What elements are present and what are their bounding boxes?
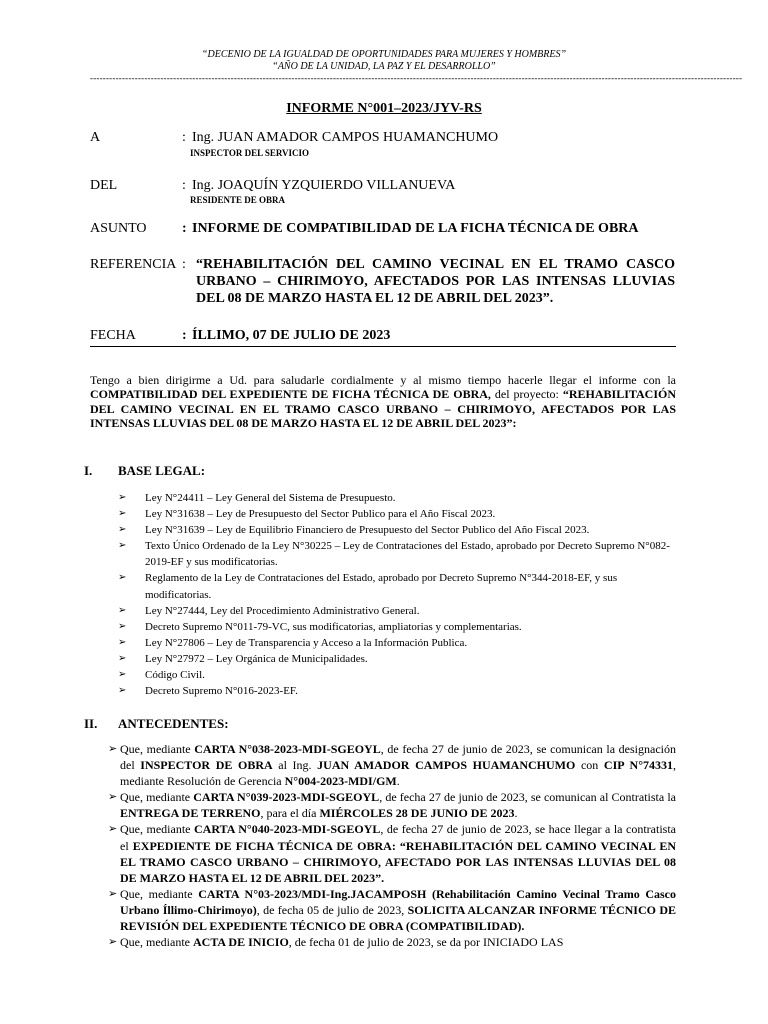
to-label: A — [90, 130, 101, 145]
list-item: ➢ Ley N°27806 – Ley de Transparencia y Acceso a la Información Publica. — [118, 635, 678, 651]
list-item: ➢ Código Civil. — [118, 667, 678, 683]
arrow-bullet-icon: ➢ — [118, 492, 127, 503]
list-item: ➢ Que, mediante CARTA N°039-2023-MDI-SGEOYL, de fecha 27 de junio de 2023, se comunican al Contratista la ENTREGA DE TERRENO, para el día MIÉRCOLES 28 DE JUNIO DE 2023. — [108, 790, 676, 821]
reference-colon: : — [182, 257, 186, 272]
from-colon: : — [182, 178, 186, 193]
arrow-bullet-icon: ➢ — [118, 524, 127, 536]
section-2-title: ANTECEDENTES: — [118, 716, 229, 731]
list-item: ➢ Que, mediante CARTA N°040-2023-MDI-SGEOYL, de fecha 27 de junio de 2023, se hace llegar a la contratista el EXPEDIENTE DE FICHA TÉCNICA DE OBRA: “REHABILITACIÓN DEL CAMINO VECINAL EN EL TRAMO CASCO URBANO – CHIRIMOYO, AFECTADO POR LAS INTENSAS LLUVIAS DEL 08 DE MARZO HASTA EL 12 DE ABRIL DEL 2023”. — [108, 822, 676, 885]
reference-value: “REHABILITACIÓN DEL CAMINO VECINAL EN EL TRAMO CASCO URBANO – CHIRIMOYO, AFECTADOS POR LAS INTENSAS LLUVIAS DEL 08 DE MARZO HASTA EL 12 DE ABRIL DEL 2023”. — [196, 257, 675, 306]
arrow-bullet-icon: ➢ — [108, 823, 118, 836]
background-list — [108, 741, 676, 950]
arrow-bullet-icon: ➢ — [118, 604, 127, 616]
legal-basis-list — [118, 490, 678, 699]
subject-colon: : — [182, 221, 187, 236]
intro-paragraph — [90, 373, 676, 431]
arrow-bullet-icon: ➢ — [118, 636, 127, 648]
report-title: INFORME N°001–2023/JYV-RS — [286, 101, 482, 116]
list-item: ➢ Ley N°24411 – Ley General del Sistema de Presupuesto. — [118, 490, 678, 506]
subject-value: INFORME DE COMPATIBILIDAD DE LA FICHA TÉCNICA DE OBRA — [192, 221, 639, 236]
from-label: DEL — [90, 178, 118, 193]
from-role: RESIDENTE DE OBRA — [190, 195, 286, 205]
section-2-number: II. — [84, 716, 98, 731]
arrow-bullet-icon: ➢ — [118, 620, 127, 632]
year-motto: “AÑO DE LA UNIDAD, LA PAZ Y EL DESARROLLO” — [272, 61, 496, 72]
reference-label: REFERENCIA — [90, 257, 177, 272]
to-colon: : — [182, 130, 186, 145]
date-colon: : — [182, 328, 187, 343]
list-item: ➢ Ley N°31638 – Ley de Presupuesto del Sector Publico para el Año Fiscal 2023. — [118, 506, 678, 522]
arrow-bullet-icon: ➢ — [108, 887, 118, 900]
intro-bold-2: “REHABILITACIÓN DEL CAMINO VECINAL EN EL TRAMO CASCO URBANO – CHIRIMOYO, AFECTADOS POR LAS INTENSAS LLUVIAS DEL 08 DE MARZO HASTA EL 12 DE ABRIL DEL 2023”: — [90, 387, 676, 431]
date-label: FECHA — [90, 328, 136, 343]
arrow-bullet-icon: ➢ — [118, 685, 127, 697]
list-item: ➢ Reglamento de la Ley de Contrataciones del Estado, aprobado por Decreto Supremo N°344-2018-EF, y sus modificatorias. — [118, 572, 618, 601]
list-item: ➢ Que, mediante CARTA N°038-2023-MDI-SGEOYL, de fecha 27 de junio de 2023, se comunican la designación del INSPECTOR DE OBRA al Ing. JUAN AMADOR CAMPOS HUAMANCHUMO con CIP N°74331, mediante Resolución de Gerencia N°004-2023-MDI/GM. — [108, 742, 677, 789]
arrow-bullet-icon: ➢ — [118, 652, 127, 664]
list-item: ➢ Que, mediante CARTA N°03-2023/MDI-Ing.JACAMPOSH (Rehabilitación Camino Vecinal Tramo Casco Urbano Íllimo-Chirimoyo), de fecha 05 de julio de 2023, SOLICITA ALCANZAR INFORME TÉCNICO DE REVISIÓN DEL EXPEDIENTE TÉCNICO DE OBRA (COMPATIBILIDAD). — [108, 886, 676, 934]
header-divider — [90, 346, 676, 347]
decade-motto: “DECENIO DE LA IGUALDAD DE OPORTUNIDADES PARA MUJERES Y HOMBRES” — [201, 49, 567, 60]
arrow-bullet-icon: ➢ — [118, 540, 127, 552]
list-item: ➢ Que, mediante ACTA DE INICIO, de fecha 01 de julio de 2023, se da por INICIADO LAS — [108, 935, 564, 950]
arrow-bullet-icon: ➢ — [108, 743, 118, 755]
date-value: ÍLLIMO, 07 DE JULIO DE 2023 — [192, 328, 391, 343]
arrow-bullet-icon: ➢ — [108, 791, 118, 804]
intro-text-1: Tengo a bien dirigirme a Ud. para saludarle cordialmente y al mismo tiempo hacerle llegar el informe con la — [90, 373, 676, 387]
arrow-bullet-icon: ➢ — [118, 572, 127, 584]
list-item: ➢ Decreto Supremo N°011-79-VC, sus modificatorias, ampliatorias y complementarias. — [118, 619, 678, 635]
list-item: ➢ Ley N°27444, Ley del Procedimiento Administrativo General. — [118, 603, 678, 619]
arrow-bullet-icon: ➢ — [118, 508, 127, 520]
list-item: ➢ Ley N°31639 – Ley de Equilibrio Financiero de Presupuesto del Sector Publico del Año Fiscal 2023. — [118, 522, 678, 538]
section-1-title: BASE LEGAL: — [118, 463, 206, 478]
list-item: ➢ Texto Único Ordenado de la Ley N°30225 – Ley de Contrataciones del Estado, aprobado por Decreto Supremo N°082-2019-EF y sus modificatorias. — [118, 540, 670, 569]
arrow-bullet-icon: ➢ — [118, 669, 127, 681]
list-item: ➢ Ley N°27972 – Ley Orgánica de Municipalidades. — [118, 651, 678, 667]
intro-bold-1: COMPATIBILIDAD DEL EXPEDIENTE DE FICHA TÉCNICA DE OBRA, — [90, 387, 491, 402]
intro-text-2: del proyecto: — [490, 387, 563, 402]
subject-label: ASUNTO — [90, 221, 147, 236]
section-1-number: I. — [84, 463, 93, 478]
from-value: Ing. JOAQUÍN YZQUIERDO VILLANUEVA — [192, 178, 456, 193]
arrow-bullet-icon: ➢ — [108, 936, 118, 949]
list-item: ➢ Decreto Supremo N°016-2023-EF. — [118, 683, 678, 699]
to-value: Ing. JUAN AMADOR CAMPOS HUAMANCHUMO — [192, 130, 499, 145]
to-role: INSPECTOR DEL SERVICIO — [190, 148, 310, 158]
dashed-separator: ------------------------------------------------------------------------------------------------------------------------------------------------------------------------------------------------------------ — [90, 73, 743, 83]
